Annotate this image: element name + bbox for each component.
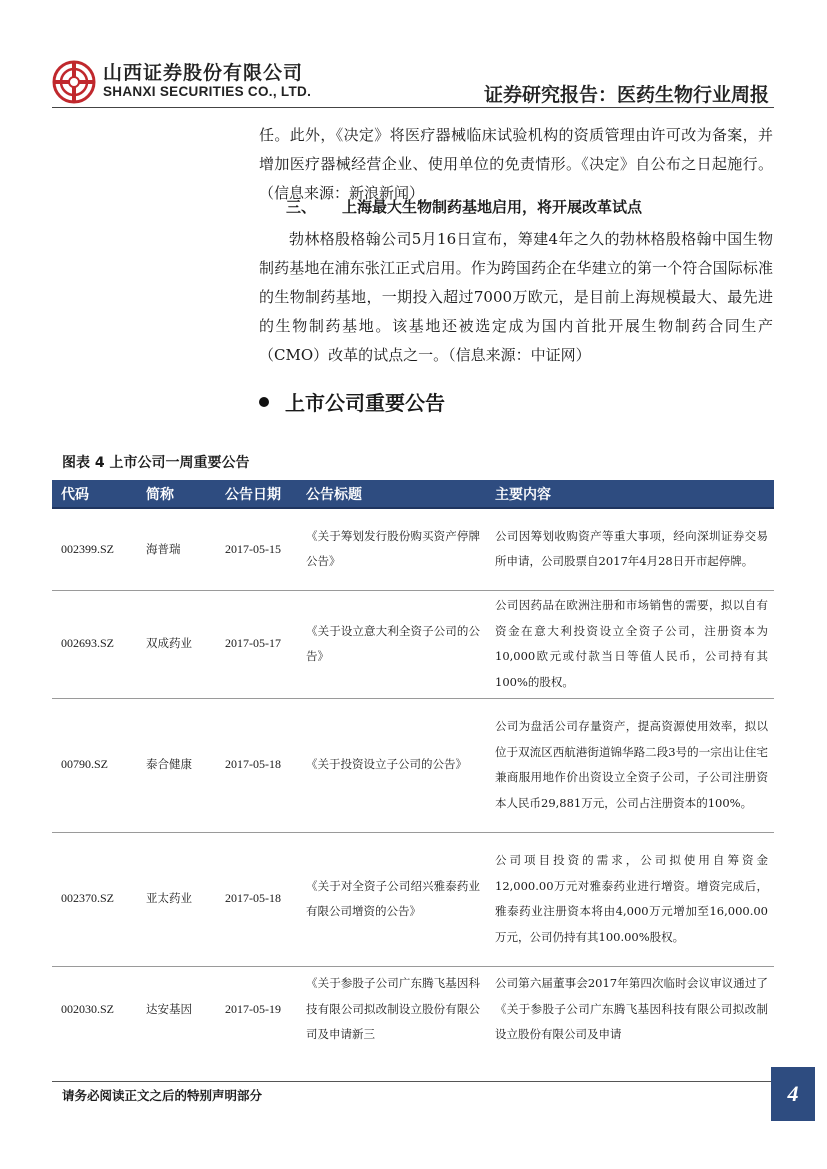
cell-title: 《关于参股子公司广东腾飞基因科技有限公司拟改制设立股份有限公司及申请新三 bbox=[306, 976, 480, 1041]
table-row bbox=[52, 698, 774, 832]
header-date: 公告日期 bbox=[216, 480, 297, 508]
section-heading-3 bbox=[286, 195, 642, 219]
cell-content: 公司项目投资的需求，公司拟使用自筹资金12,000.00万元对雅泰药业进行增资。增资完成后，雅泰药业注册资本将由4,000万元增加至16,000.00万元，公司仍持有其100.00%股权。 bbox=[486, 832, 774, 966]
announcements-table bbox=[52, 480, 774, 1052]
section-title: 上海最大生物制药基地启用，将开展改革试点 bbox=[342, 198, 643, 216]
table-row bbox=[52, 966, 774, 1052]
footer-divider bbox=[52, 1081, 774, 1082]
cell-title: 《关于筹划发行股份购买资产停牌公告》 bbox=[297, 508, 486, 590]
report-title: 证券研究报告：医药生物行业周报 bbox=[483, 84, 769, 106]
header-content: 主要内容 bbox=[486, 480, 774, 508]
cell-title: 《关于对全资子公司绍兴雅泰药业有限公司增资的公告》 bbox=[297, 832, 486, 966]
footer-disclaimer: 请务必阅读正文之后的特别声明部分 bbox=[62, 1088, 263, 1103]
table-row bbox=[52, 508, 774, 590]
header-divider bbox=[52, 107, 774, 108]
cell-content: 公司因筹划收购资产等重大事项，经向深圳证券交易所申请，公司股票自2017年4月28日开市起停牌。 bbox=[486, 508, 774, 590]
header-code: 代码 bbox=[52, 480, 137, 508]
shanxi-securities-logo-icon bbox=[52, 60, 96, 104]
cell-code: 00790.SZ bbox=[52, 698, 137, 832]
table-caption: 图表 4 上市公司一周重要公告 bbox=[62, 455, 250, 471]
cell-code: 002399.SZ bbox=[52, 508, 137, 590]
bullet-heading-text: 上市公司重要公告 bbox=[285, 391, 445, 415]
cell-name: 海普瑞 bbox=[137, 508, 216, 590]
table-header-row bbox=[52, 480, 774, 508]
cell-code: 002693.SZ bbox=[52, 590, 137, 698]
bullet-heading bbox=[259, 387, 445, 419]
section-number: 三、 bbox=[286, 198, 317, 216]
cell-date: 2017-05-18 bbox=[216, 698, 297, 832]
cell-content: 公司为盘活公司存量资产，提高资源使用效率，拟以位于双流区西航港街道锦华路二段3号的一宗出让住宅兼商服用地作价出资设立全资子公司，子公司注册资本人民币29,881万元，公司占注册资本的100%。 bbox=[486, 698, 774, 832]
cell-name: 达安基因 bbox=[146, 1001, 192, 1016]
cell-name: 泰合健康 bbox=[137, 698, 216, 832]
cell-content: 公司因药品在欧洲注册和市场销售的需要，拟以自有资金在意大利投资设立全资子公司，注册资本为10,000欧元或付款当日等值人民币，公司持有其100%的股权。 bbox=[486, 590, 774, 698]
paragraph-decision: 任。此外，《决定》将医疗器械临床试验机构的资质管理由许可改为备案，并增加医疗器械经营企业、使用单位的免责情形。《决定》自公布之日起施行。（信息来源：新浪新闻） bbox=[259, 126, 773, 202]
page-number: 4 bbox=[771, 1067, 815, 1121]
cell-title: 《关于投资设立子公司的公告》 bbox=[297, 698, 486, 832]
cell-code: 002370.SZ bbox=[52, 832, 137, 966]
header-name: 简称 bbox=[137, 480, 216, 508]
cell-code: 002030.SZ bbox=[61, 1001, 115, 1016]
cell-date: 2017-05-19 bbox=[225, 1001, 281, 1016]
cell-date: 2017-05-18 bbox=[216, 832, 297, 966]
cell-date: 2017-05-17 bbox=[216, 590, 297, 698]
cell-name: 亚太药业 bbox=[137, 832, 216, 966]
cell-title: 《关于设立意大利全资子公司的公告》 bbox=[297, 590, 486, 698]
cell-name: 双成药业 bbox=[137, 590, 216, 698]
brand-name-cn: 山西证券股份有限公司 bbox=[103, 62, 304, 84]
cell-date: 2017-05-15 bbox=[216, 508, 297, 590]
header-title: 公告标题 bbox=[297, 480, 486, 508]
paragraph-biopharma-base: 勃林格殷格翰公司5月16日宣布，筹建4年之久的勃林格殷格翰中国生物制药基地在浦东张江正式启用。作为跨国药企在华建立的第一个符合国际标准的生物制药基地，一期投入超过7000万欧元，是目前上海规模最大、最先进的生物制药基地。该基地还被选定成为国内首批开展生物制药合同生产（CMO）改革的试点之一。（信息来源：中证网） bbox=[259, 230, 773, 364]
brand-name-en: SHANXI SECURITIES CO., LTD. bbox=[103, 84, 312, 99]
cell-content: 公司第六届董事会2017年第四次临时会议审议通过了《关于参股子公司广东腾飞基因科技有限公司拟改制设立股份有限公司及申请 bbox=[495, 976, 768, 1041]
table-row bbox=[52, 590, 774, 698]
bullet-icon bbox=[259, 397, 269, 407]
table-row bbox=[52, 832, 774, 966]
